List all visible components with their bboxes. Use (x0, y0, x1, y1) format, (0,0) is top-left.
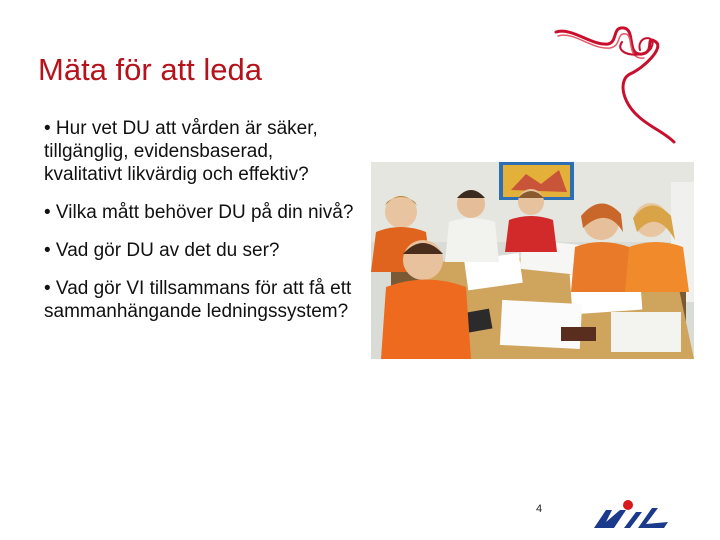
bullet-item: • Vad gör VI tillsammans för att få ett sammanhängande ledningssystem? (44, 278, 352, 322)
meeting-photo (371, 162, 694, 359)
organization-logo (592, 496, 672, 532)
bullet-list (44, 117, 354, 338)
red-ribbon-decoration (552, 12, 682, 147)
page-number: 4 (536, 503, 543, 515)
bullet-item: • Vilka mått behöver DU på din nivå? (44, 202, 354, 223)
bullet-item: • Hur vet DU att vården är säker, tillgänglig, evidensbaserad, kvalitativt likvärdig och effektiv? (44, 118, 318, 185)
slide-title: Mäta för att leda (38, 52, 263, 87)
bullet-item: • Vad gör DU av det du ser? (44, 240, 280, 261)
